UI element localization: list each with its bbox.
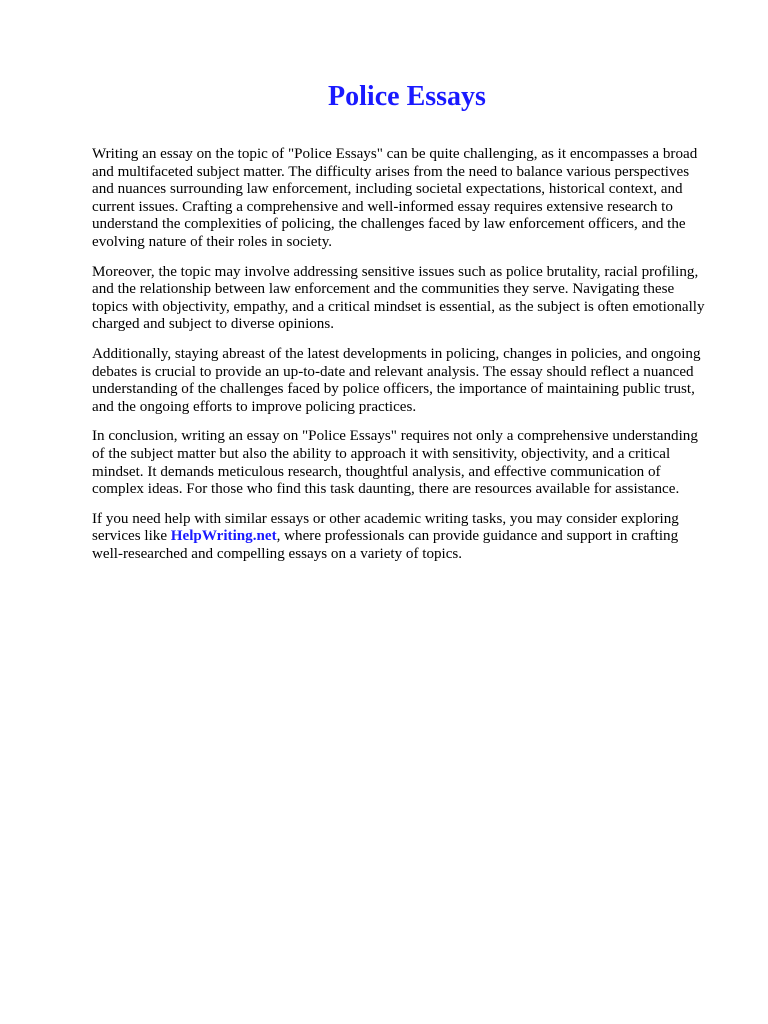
text-line: current issues. Crafting a comprehensive and well-informed essay requires extensive research to — [92, 198, 673, 215]
text-line: In conclusion, writing an essay on "Police Essays" requires not only a comprehensive understanding — [92, 428, 698, 445]
text-line: evolving nature of their roles in society. — [92, 233, 333, 250]
text-line: charged and subject to diverse opinions. — [92, 316, 335, 333]
text-line: understanding of the challenges faced by police officers, the importance of maintaining public trust, — [92, 381, 695, 398]
helpwriting-link[interactable]: HelpWriting.net — [170, 528, 277, 545]
text-line: Writing an essay on the topic of "Police Essays" can be quite challenging, as it encompasses a broad — [92, 146, 698, 162]
text-line: and multifaceted subject matter. The difficulty arises from the need to balance various perspectives — [92, 163, 690, 180]
text-line: topics with objectivity, empathy, and a critical mindset is essential, as the subject is often emotionally — [92, 298, 705, 315]
text-line: of the subject matter but also the ability to approach it with sensitivity, objectivity, and a critical — [92, 445, 671, 462]
text-line: If you need help with similar essays or other academic writing tasks, you may consider exploring — [92, 510, 679, 527]
text-line: Additionally, staying abreast of the latest developments in policing, changes in policies, and ongoing — [92, 345, 701, 362]
paragraph-5 — [92, 511, 732, 564]
paragraph-1 — [92, 146, 732, 252]
text-line: debates is crucial to provide an up-to-date and relevant analysis. The essay should reflect a nuanced — [92, 363, 694, 380]
page-title: Police Essays — [328, 81, 486, 112]
paragraph-3 — [92, 346, 732, 416]
text-line: well-researched and compelling essays on a variety of topics. — [92, 545, 463, 562]
text-line: Moreover, the topic may involve addressing sensitive issues such as police brutality, racial profiling, — [92, 263, 699, 280]
text-fragment: , where professionals can provide guidance and support in crafting — [276, 528, 679, 545]
text-line-with-link — [92, 528, 732, 546]
text-line: mindset. It demands meticulous research, thoughtful analysis, and effective communication of — [92, 463, 661, 480]
paragraph-4 — [92, 428, 732, 498]
paragraph-2 — [92, 264, 732, 334]
text-line: and the relationship between law enforcement and the communities they serve. Navigating these — [92, 281, 675, 298]
text-fragment: services like — [92, 528, 171, 545]
text-line: complex ideas. For those who find this task daunting, there are resources available for assistance. — [92, 481, 680, 498]
document-body — [92, 146, 732, 575]
text-line: and nuances surrounding law enforcement, including societal expectations, historical context, and — [92, 181, 683, 198]
text-line: and the ongoing efforts to improve policing practices. — [92, 398, 417, 415]
text-line: understand the complexities of policing, the challenges faced by law enforcement officers, and the — [92, 216, 686, 233]
